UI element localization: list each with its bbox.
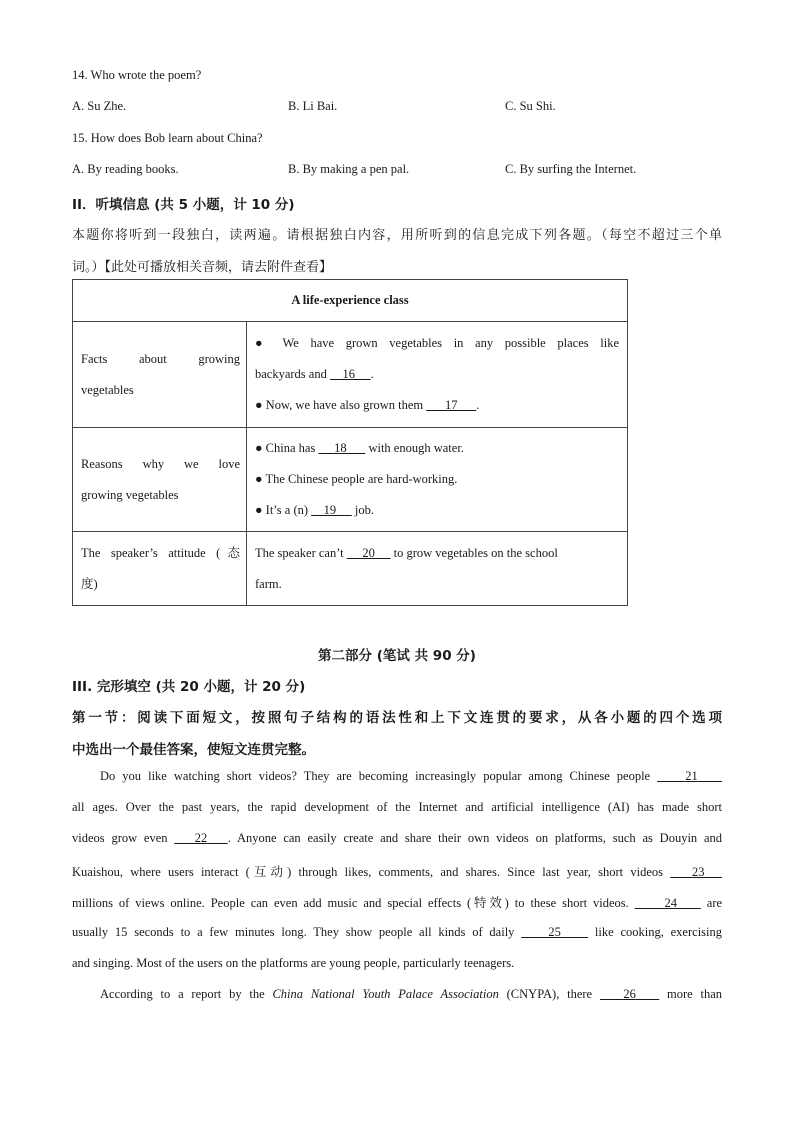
row-label-line: growing vegetables bbox=[81, 487, 179, 502]
passage-line bbox=[100, 769, 722, 784]
passage-line: and singing. Most of the users on the platforms are young people, particularly teenagers. bbox=[72, 956, 515, 970]
row-label-line: Reasons why we love bbox=[81, 456, 240, 471]
bullet-text: ● China has bbox=[255, 441, 316, 455]
passage-text: more than bbox=[667, 987, 723, 1001]
part-2-title: 第二部分 (笔试 共 90 分) bbox=[318, 648, 476, 664]
section-2-instruction-line-2: 词。）【此处可播放相关音频，请去附件查看】 bbox=[72, 260, 333, 275]
row-label-line: The speaker’s attitude (态 bbox=[81, 545, 240, 560]
content-text: to grow vegetables on the school bbox=[393, 545, 558, 560]
section-2-heading: II．听填信息 (共 5 小题，计 10 分) bbox=[72, 197, 295, 213]
answer-blank-22[interactable]: 22 bbox=[194, 831, 208, 845]
answer-blank-17[interactable]: 17 bbox=[445, 398, 458, 412]
bullet-text: with enough water. bbox=[368, 441, 464, 455]
passage-text: Kuaishou, where users interact (互动) through likes, comments, and shares. Since last year, short videos bbox=[72, 865, 664, 879]
life-experience-table bbox=[72, 279, 628, 606]
bullet-text: . bbox=[476, 398, 480, 412]
table-row-content bbox=[247, 322, 628, 428]
passage-text: According to a report by the bbox=[100, 987, 265, 1001]
passage-text: (CNYPA), there bbox=[506, 987, 593, 1001]
table-row-label bbox=[73, 532, 247, 606]
content-line bbox=[255, 538, 619, 569]
content-text: The speaker can’t bbox=[255, 545, 344, 560]
question-15-option-b: B. By making a pen pal. bbox=[288, 162, 410, 176]
table-row-content bbox=[247, 532, 628, 606]
passage-text: are bbox=[706, 896, 723, 910]
bullet-text: ● It’s a (n) bbox=[255, 503, 309, 517]
passage-line bbox=[72, 831, 722, 846]
passage-text: . Anyone can easily create and share their own videos on platforms, such as Douyin and bbox=[227, 831, 723, 845]
bullet-line: ● We have grown vegetables in any possible places like bbox=[255, 336, 619, 350]
section-1-instruction-line-2: 中选出一个最佳答案，使短文连贯完整。 bbox=[72, 742, 315, 758]
question-14-stem: 14. Who wrote the poem? bbox=[72, 68, 202, 82]
bullet-text: ● Now, we have also grown them bbox=[255, 398, 424, 412]
bullet-line bbox=[255, 495, 619, 526]
passage-line bbox=[72, 862, 722, 880]
answer-blank-25[interactable]: 25 bbox=[548, 925, 561, 939]
answer-blank-19[interactable]: 19 bbox=[323, 503, 337, 517]
bullet-line bbox=[255, 433, 619, 464]
table-row-attitude bbox=[73, 532, 628, 606]
bullet-text: backyards and bbox=[255, 367, 327, 381]
table-row-label bbox=[73, 428, 247, 532]
content-line: farm. bbox=[255, 576, 282, 591]
table-row-facts bbox=[73, 322, 628, 428]
passage-line bbox=[100, 987, 722, 1002]
bullet-line bbox=[255, 359, 619, 390]
table-row-label bbox=[73, 322, 247, 428]
bullet-text: job. bbox=[354, 503, 375, 517]
table-title: A life-experience class bbox=[73, 280, 628, 322]
passage-text: millions of views online. People can even add music and special effects (特效) to these short videos. bbox=[72, 896, 629, 910]
passage-text: videos grow even bbox=[72, 831, 168, 845]
passage-text: usually 15 seconds to a few minutes long. They show people all kinds of daily bbox=[72, 925, 515, 939]
section-1-instruction-line-1: 第一节：阅读下面短文，按照句子结构的语法性和上下文连贯的要求，从各小题的四个选项 bbox=[72, 710, 722, 726]
question-14-option-b: B. Li Bai. bbox=[288, 99, 338, 113]
question-14-option-a: A. Su Zhe. bbox=[72, 99, 127, 113]
answer-blank-20[interactable]: 20 bbox=[362, 545, 375, 560]
question-15-option-c: C. By surfing the Internet. bbox=[505, 162, 637, 176]
question-15-option-a: A. By reading books. bbox=[72, 162, 179, 176]
answer-blank-21[interactable]: 21 bbox=[685, 769, 698, 783]
answer-blank-26[interactable]: 26 bbox=[623, 987, 636, 1001]
table-row-reasons bbox=[73, 428, 628, 532]
bullet-text: . bbox=[370, 367, 374, 381]
row-label-line: 度) bbox=[81, 576, 98, 591]
organization-name: China National Youth Palace Association bbox=[272, 987, 499, 1001]
table-row-content bbox=[247, 428, 628, 532]
passage-line: all ages. Over the past years, the rapid development of the Internet and artificial intelligence (AI) has made short bbox=[72, 800, 722, 814]
section-2-instruction-line-1: 本题你将听到一段独白，读两遍。请根据独白内容，用所听到的信息完成下列各题。（每空不超过三个单 bbox=[72, 228, 722, 243]
question-14-option-c: C. Su Shi. bbox=[505, 99, 556, 113]
answer-blank-23[interactable]: 23 bbox=[691, 865, 705, 879]
answer-blank-18[interactable]: 18 bbox=[334, 441, 347, 455]
passage-line bbox=[72, 893, 722, 911]
passage-line bbox=[72, 925, 722, 940]
row-label-line: Facts about growing bbox=[81, 351, 240, 366]
answer-blank-16[interactable]: 16 bbox=[342, 367, 355, 381]
answer-blank-24[interactable]: 24 bbox=[664, 896, 677, 910]
section-3-heading: III. 完形填空 (共 20 小题，计 20 分) bbox=[72, 679, 306, 695]
question-15-stem: 15. How does Bob learn about China? bbox=[72, 131, 263, 145]
bullet-line: ● The Chinese people are hard-working. bbox=[255, 472, 458, 486]
bullet-line bbox=[255, 390, 619, 421]
passage-text: like cooking, exercising bbox=[594, 925, 723, 939]
row-label-line: vegetables bbox=[81, 382, 134, 397]
passage-text: Do you like watching short videos? They are becoming increasingly popular among Chinese people bbox=[100, 769, 651, 783]
